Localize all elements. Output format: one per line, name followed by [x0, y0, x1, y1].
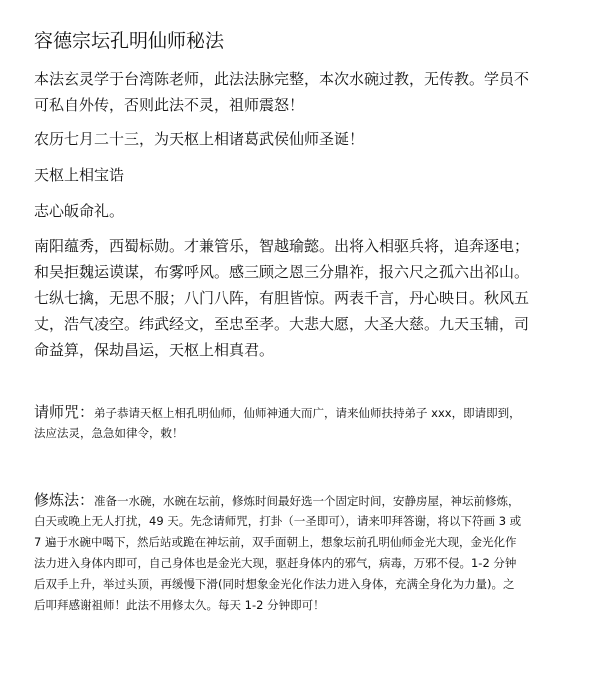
invocation-label: 请师咒： — [34, 403, 95, 421]
practice-line-6: 后叩拜感谢祖师！此法不用修太久。每天 1-2 分钟即可！ — [34, 598, 325, 612]
verse-line-5: 命益算，保劫昌运，天枢上相真君。 — [34, 341, 275, 359]
salute-line: 志心皈命礼。 — [34, 202, 125, 220]
practice-line-1 — [34, 490, 520, 512]
birthday-line: 农历七月二十三，为天枢上相诸葛武侯仙师圣诞！ — [34, 130, 365, 148]
document-title: 容德宗坛孔明仙师秘法 — [34, 30, 225, 52]
practice-text-1: 准备一水碗，水碗在坛前，修炼时间最好选一个固定时间，安静房屋，神坛前修炼， — [94, 494, 520, 508]
intro-line-1: 本法玄灵学于台湾陈老师，此法法脉完整，本次水碗过教，无传教。学员不 — [34, 70, 530, 88]
practice-line-3: 7 遍于水碗中喝下，然后站或跪在神坛前，双手面朝上，想象坛前孔明仙师金光大现，金光化作 — [34, 535, 517, 549]
verse-line-2: 和吴拒魏运谟谋，布雾呼风。感三顾之恩三分鼎祚，报六尺之孤六出祁山。 — [34, 263, 530, 281]
section-heading: 天枢上相宝诰 — [34, 166, 125, 184]
invocation-line-2: 法应法灵，急急如律令，敕！ — [34, 426, 184, 440]
invocation-text-1: 弟子恭请天枢上相孔明仙师，仙师神通大而广，请来仙师扶持弟子 xxx，即请即到， — [94, 406, 521, 420]
invocation-line-1 — [34, 402, 521, 424]
practice-label: 修炼法： — [34, 491, 95, 509]
verse-line-1: 南阳蕴秀，西蜀标勋。才兼管乐，智越瑜懿。出将入相驱兵将，追奔逐电； — [34, 237, 530, 255]
practice-line-4: 法力进入身体内即可，自己身体也是金光大现，驱赶身体内的邪气，病毒，万邪不侵。1-2 分钟 — [34, 556, 517, 570]
verse-line-4: 丈，浩气凌空。纬武经文，至忠至孝。大悲大愿，大圣大慈。九天玉辅，司 — [34, 315, 530, 333]
intro-line-2: 可私自外传，否则此法不灵，祖师震怒！ — [34, 96, 305, 114]
practice-line-2: 白天或晚上无人打扰，49 天。先念请师咒，打卦（一圣即可），请来叩拜答谢，将以下符画 3 或 — [34, 514, 522, 528]
practice-line-5: 后双手上升，举过头顶，再缓慢下滑(同时想象金光化作法力进入身体，充满全身化为力量)。之 — [34, 577, 515, 591]
verse-line-3: 七纵七擒，无思不服；八门八阵，有胆皆惊。两表千言，丹心映日。秋风五 — [34, 289, 530, 307]
